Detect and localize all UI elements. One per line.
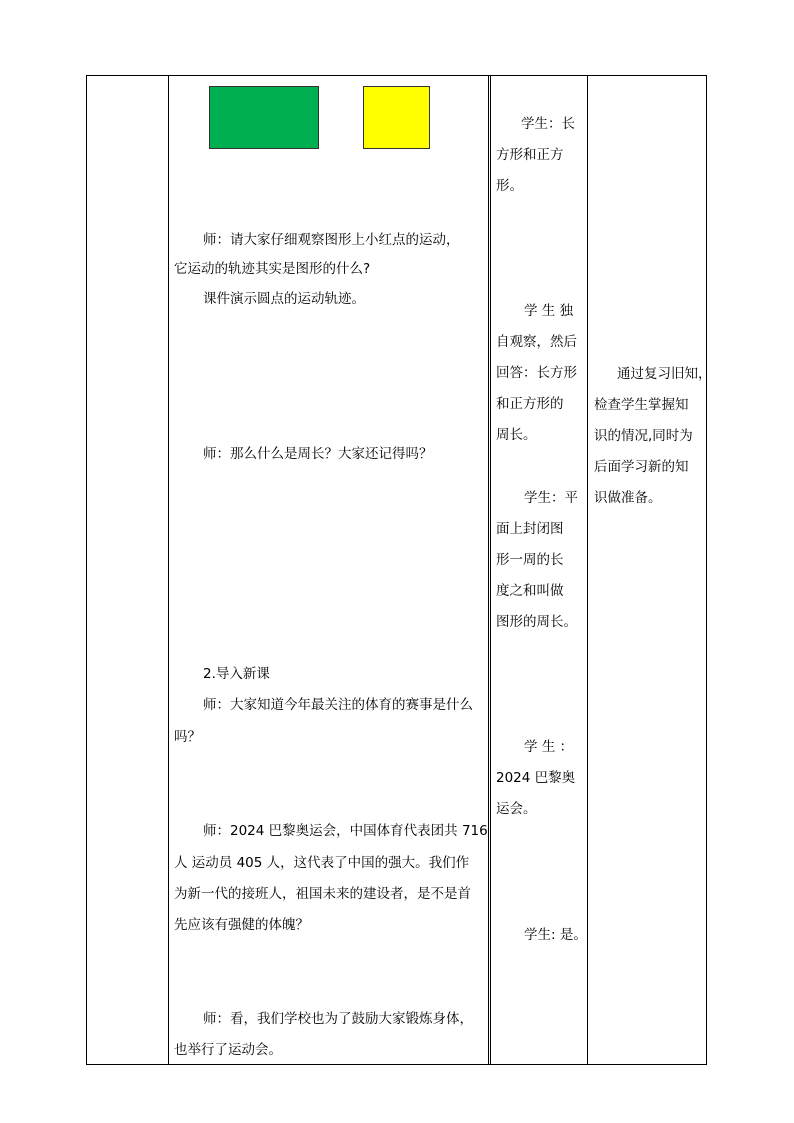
student-text-line: 图形的周长。 — [496, 614, 577, 630]
teacher-text-line: 它运动的轨迹其实是图形的什么? — [174, 261, 371, 277]
green-rectangle — [209, 86, 319, 149]
teacher-text-line: 师：大家知道今年最关注的体育的赛事是什么 — [203, 697, 473, 713]
student-text-line: 学 生 独 — [524, 303, 574, 319]
student-text-line: 形。 — [496, 178, 523, 194]
intent-text-line: 检查学生掌握知 — [594, 397, 689, 413]
student-text-line: 度之和叫做 — [496, 583, 564, 599]
teacher-text-line: 为新一代的接班人，祖国未来的建设者，是不是首 — [174, 886, 471, 902]
student-text-line: 2024 巴黎奥 — [496, 770, 576, 786]
teacher-text-line: 先应该有强健的体魄？ — [174, 917, 309, 933]
column-divider — [168, 76, 169, 1064]
teacher-text-line: 吗？ — [174, 729, 201, 745]
yellow-square — [363, 86, 430, 149]
student-text-line: 回答：长方形 — [496, 365, 577, 381]
intent-text-line: 通过复习旧知， — [617, 366, 712, 382]
intent-text-line: 识做准备。 — [594, 490, 662, 506]
teacher-text-line: 师：那么什么是周长？大家还记得吗？ — [203, 446, 433, 462]
teacher-text-line: 课件演示圆点的运动轨迹。 — [203, 291, 365, 307]
teacher-text-line: 也举行了运动会。 — [174, 1042, 282, 1058]
column-divider-double — [488, 76, 491, 1064]
student-text-line: 学生：长 — [521, 116, 575, 132]
student-text-line: 和正方形的 — [496, 396, 564, 412]
teacher-text-line: 师：请大家仔细观察图形上小红点的运动， — [203, 232, 460, 248]
student-text-line: 学生: 是。 — [524, 927, 587, 943]
student-text-line: 周长。 — [496, 427, 537, 443]
intent-text-line: 识的情况,同时为 — [594, 428, 693, 444]
student-text-line: 形一周的长 — [496, 552, 564, 568]
student-text-line: 运会。 — [496, 801, 537, 817]
teacher-text-line: 师：看，我们学校也为了鼓励大家锻炼身体， — [203, 1011, 473, 1027]
student-text-line: 学 生 ： — [524, 739, 574, 755]
intent-text-line: 后面学习新的知 — [594, 459, 689, 475]
student-text-line: 方形和正方 — [496, 147, 564, 163]
student-text-line: 自观察，然后 — [496, 334, 577, 350]
teacher-text-line: 人 运动员 405 人，这代表了中国的强大。我们作 — [174, 855, 470, 871]
section-heading: 2.导入新课 — [203, 666, 270, 682]
column-divider — [587, 76, 588, 1064]
student-text-line: 面上封闭图 — [496, 521, 564, 537]
student-text-line: 学生：平 — [524, 490, 578, 506]
teacher-text-line: 师：2024 巴黎奥运会，中国体育代表团共 716 — [203, 823, 488, 839]
